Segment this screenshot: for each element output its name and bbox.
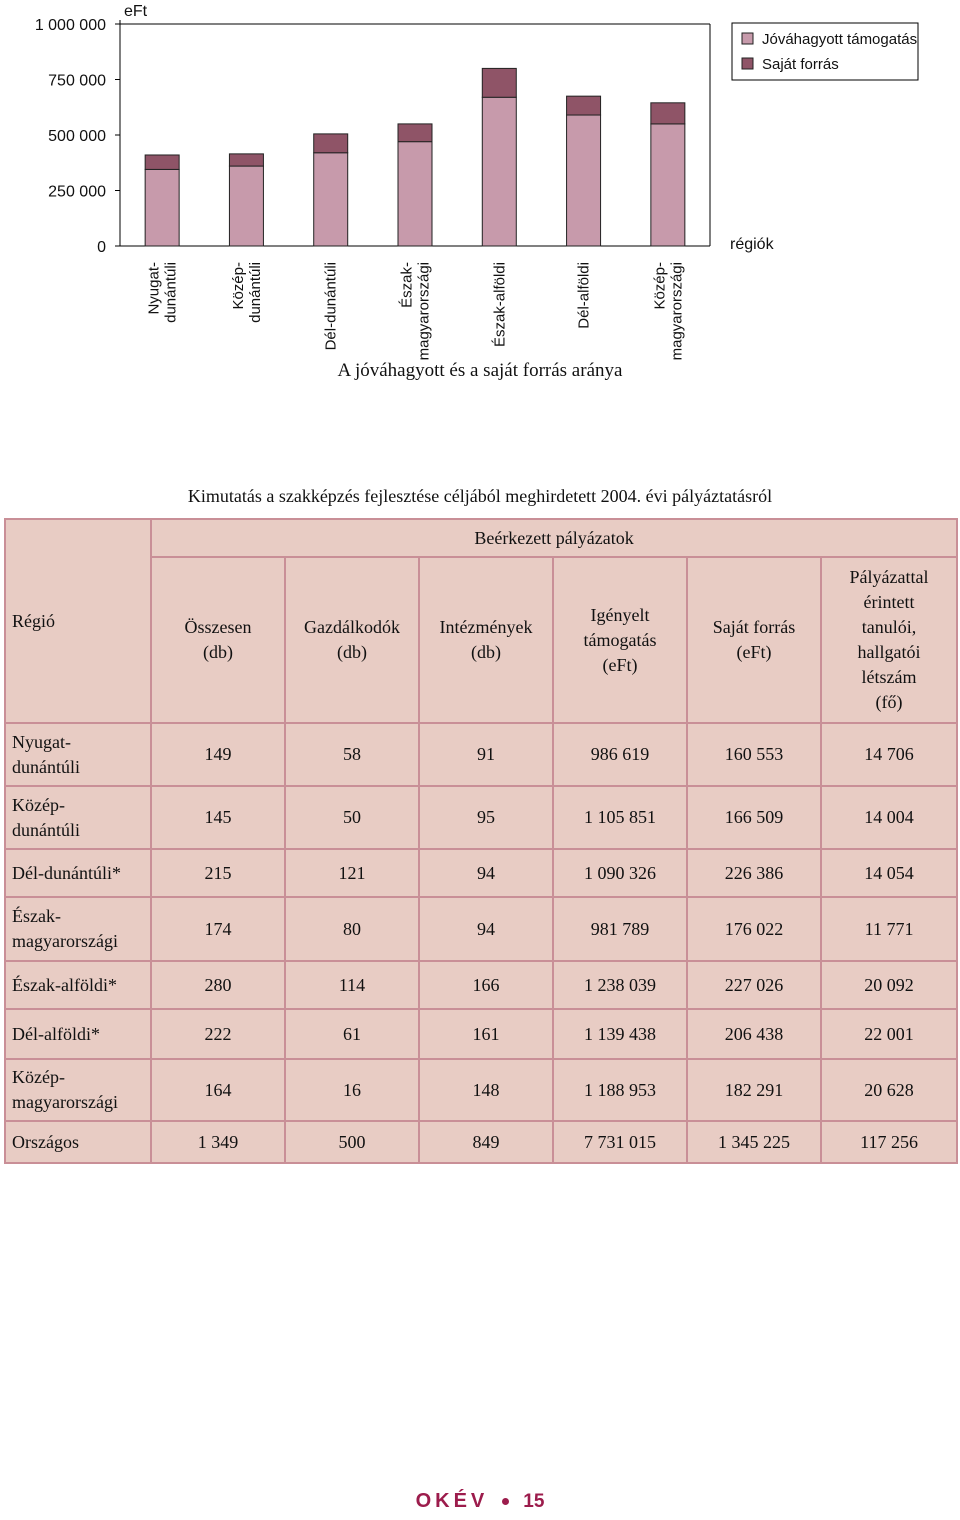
x-category-label: Dél-dunántúli [322,262,340,351]
bar-approved-6 [567,115,601,246]
table-row [5,1009,957,1059]
value-cell: 80 [285,897,419,961]
value-cell: 14 706 [821,723,957,786]
value-cell: 1 238 039 [553,961,687,1009]
x-category-label: Észak-alföldi [491,262,509,348]
bar-approved-7 [651,124,685,246]
region-cell: Dél-alföldi* [5,1009,151,1059]
legend-swatch [742,33,753,44]
value-cell: 849 [419,1121,553,1163]
value-cell: 164 [151,1059,285,1121]
application-summary-table [4,518,958,1164]
footer-brand: OKÉV [415,1490,489,1512]
value-cell: 1 349 [151,1121,285,1163]
y-tick-label: 500 000 [48,128,106,145]
value-cell: 166 [419,961,553,1009]
y-tick-label: 750 000 [48,72,106,90]
value-cell: 7 731 015 [553,1121,687,1163]
value-cell: 1 188 953 [553,1059,687,1121]
value-cell: 174 [151,897,285,961]
value-cell: 1 345 225 [687,1121,821,1163]
bar-own-funds-1 [145,155,179,169]
table-row [5,786,957,849]
bar-approved-3 [314,153,348,246]
value-cell: 50 [285,786,419,849]
value-cell: 91 [419,723,553,786]
table-row [5,1059,957,1121]
table-row [5,1121,957,1163]
y-unit-label: eFt [124,3,148,20]
value-cell: 61 [285,1009,419,1059]
x-category-label: Nyugat- [145,262,163,315]
region-cell: Észak-alföldi* [5,961,151,1009]
column-header: Pályázattal érintett tanulói, hallgatói létszám (fő) [821,557,957,723]
region-cell: Közép- dunántúli [5,786,151,849]
bar-own-funds-4 [398,124,432,142]
x-category-label: Észak- [398,262,416,308]
value-cell: 121 [285,849,419,897]
region-cell: Nyugat- dunántúli [5,723,151,786]
x-category-label: dunántúli [162,262,180,323]
value-cell: 117 256 [821,1121,957,1163]
value-cell: 148 [419,1059,553,1121]
value-cell: 14 004 [821,786,957,849]
legend-swatch [742,58,753,69]
y-tick-label: 1 000 000 [34,17,106,34]
region-cell: Országos [5,1121,151,1163]
value-cell: 94 [419,897,553,961]
value-cell: 145 [151,786,285,849]
value-cell: 206 438 [687,1009,821,1059]
x-category-label: dunántúli [246,262,264,323]
value-cell: 226 386 [687,849,821,897]
bar-approved-5 [482,97,516,246]
value-cell: 1 139 438 [553,1009,687,1059]
group-header: Beérkezett pályázatok [151,519,957,557]
legend-label: Saját forrás [762,56,839,73]
y-tick-label: 0 [97,239,106,256]
table-title: Kimutatás a szakképzés fejlesztése céljából meghirdetett 2004. évi pályáztatásról [187,486,773,506]
column-header: Intézmények (db) [419,557,553,723]
value-cell: 1 090 326 [553,849,687,897]
value-cell: 280 [151,961,285,1009]
column-header: Saját forrás (eFt) [687,557,821,723]
value-cell: 94 [419,849,553,897]
x-category-label: magyarországi [415,262,433,360]
table-header-row [5,519,957,557]
table-row [5,849,957,897]
value-cell: 500 [285,1121,419,1163]
table-row [5,961,957,1009]
bar-own-funds-7 [651,103,685,124]
x-category-label: Közép- [229,262,247,310]
x-category-label: Dél-alföldi [575,262,593,329]
value-cell: 215 [151,849,285,897]
column-header: Igényelt támogatás (eFt) [553,557,687,723]
x-axis-label: régiók [730,236,774,253]
bar-approved-2 [229,166,263,246]
value-cell: 14 054 [821,849,957,897]
value-cell: 182 291 [687,1059,821,1121]
bar-approved-1 [145,169,179,246]
value-cell: 227 026 [687,961,821,1009]
legend-label: Jóváhagyott támogatás [762,31,918,48]
bar-approved-4 [398,142,432,246]
value-cell: 149 [151,723,285,786]
region-cell: Közép- magyarországi [5,1059,151,1121]
y-tick-label: 250 000 [48,183,106,201]
bar-own-funds-5 [482,68,516,97]
value-cell: 981 789 [553,897,687,961]
region-cell: Dél-dunántúli* [5,849,151,897]
column-header: Gazdálkodók (db) [285,557,419,723]
value-cell: 11 771 [821,897,957,961]
value-cell: 95 [419,786,553,849]
bar-own-funds-6 [567,96,601,115]
chart-title: A jóváhagyott és a saját forrás aránya [337,360,623,381]
value-cell: 176 022 [687,897,821,961]
value-cell: 160 553 [687,723,821,786]
value-cell: 58 [285,723,419,786]
page-footer [0,1490,960,1513]
bar-own-funds-3 [314,134,348,153]
value-cell: 20 628 [821,1059,957,1121]
stacked-bar-chart [0,0,960,400]
page-number: 15 [523,1491,545,1512]
region-header: Régió [5,519,151,723]
chart-canvas [0,0,960,360]
x-category-label: magyarországi [668,262,686,360]
x-category-label: Közép- [651,262,669,310]
table-row [5,723,957,786]
value-cell: 222 [151,1009,285,1059]
value-cell: 1 105 851 [553,786,687,849]
value-cell: 986 619 [553,723,687,786]
value-cell: 20 092 [821,961,957,1009]
value-cell: 166 509 [687,786,821,849]
table-row [5,897,957,961]
region-cell: Észak- magyarországi [5,897,151,961]
column-header: Összesen (db) [151,557,285,723]
bar-own-funds-2 [229,154,263,166]
value-cell: 22 001 [821,1009,957,1059]
value-cell: 161 [419,1009,553,1059]
value-cell: 16 [285,1059,419,1121]
footer-dot [502,1498,509,1505]
value-cell: 114 [285,961,419,1009]
